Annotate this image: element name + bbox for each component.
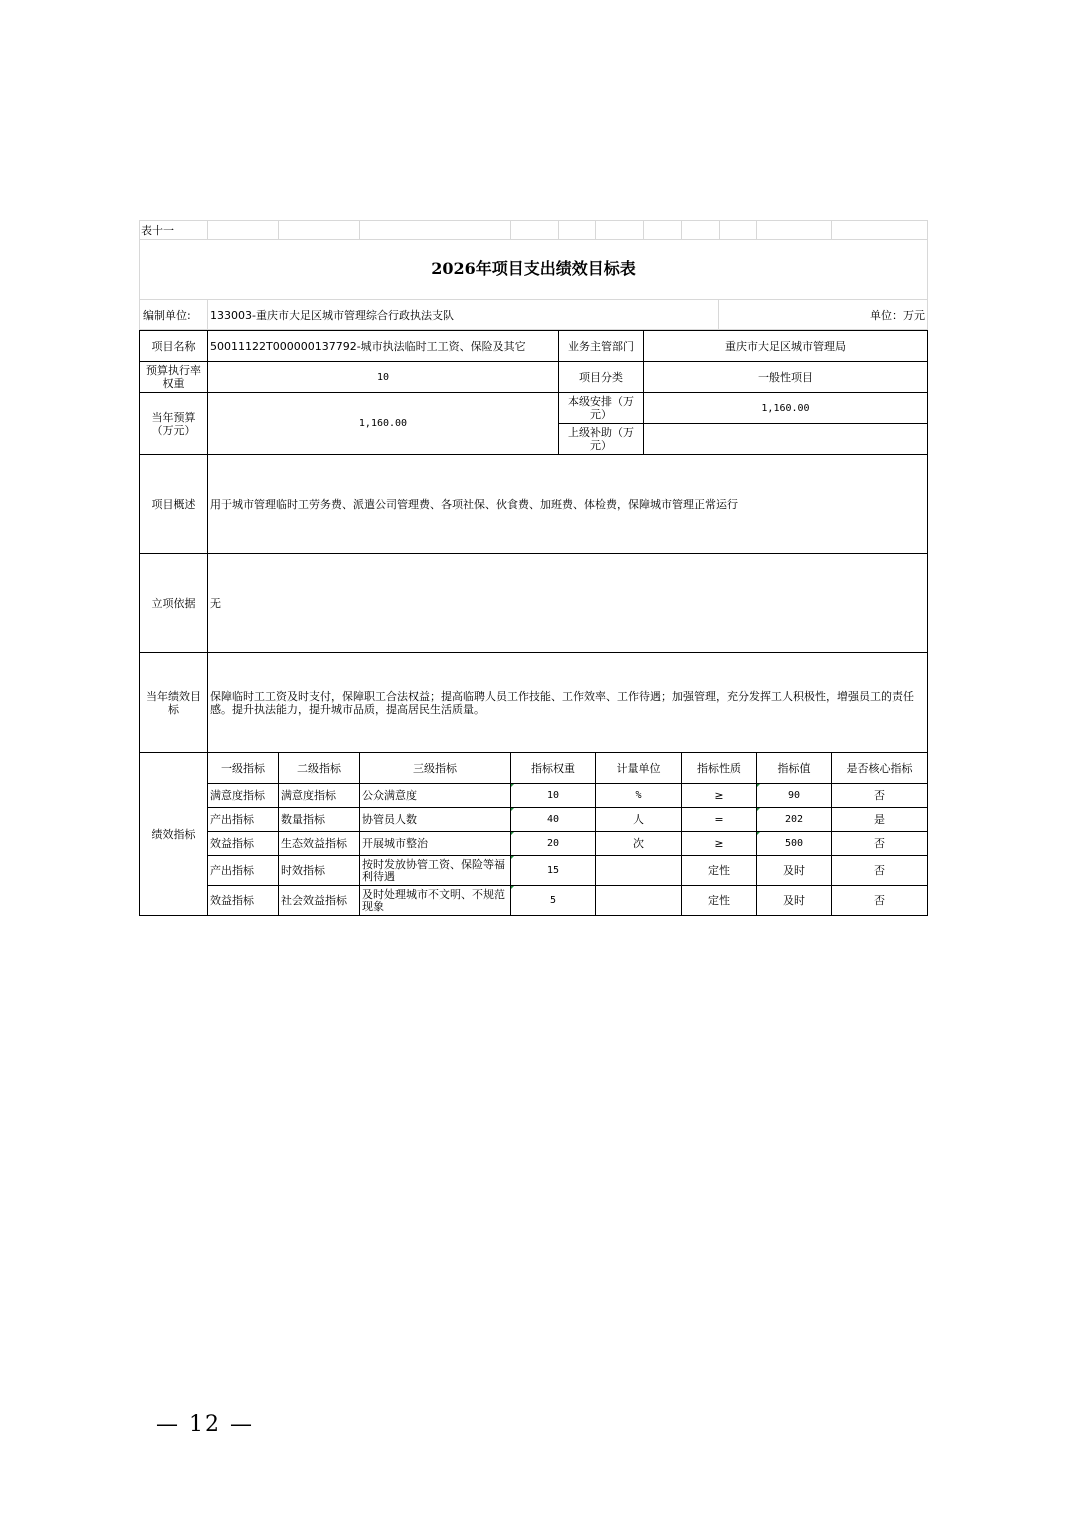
grid-line (719, 220, 720, 240)
table-cell: 满意度指标 (278, 783, 360, 808)
table-cell: 否 (831, 885, 928, 916)
header-level3: 三级指标 (359, 752, 511, 784)
table-cell: 人 (595, 807, 682, 832)
grid-line (831, 220, 832, 240)
comment-marker-icon (510, 885, 515, 890)
table-cell: 公众满意度 (359, 783, 511, 808)
table-cell: 定性 (681, 855, 757, 886)
exec-rate-label: 预算执行率权重 (139, 361, 208, 393)
table-cell: 及时 (756, 855, 832, 886)
header-value: 指标值 (756, 752, 832, 784)
table-cell: 开展城市整治 (359, 831, 511, 856)
table-cell: 协管员人数 (359, 807, 511, 832)
grid-line (643, 220, 644, 240)
table-cell: 产出指标 (207, 807, 279, 832)
compiler-label: 编制单位: (143, 309, 191, 322)
grid-line (595, 220, 596, 240)
goal-label: 当年绩效目标 (139, 652, 208, 753)
local-label: 本级安排（万元） (558, 392, 644, 424)
table-cell (510, 855, 596, 886)
table-cell: 及时处理城市不文明、不规范现象 (359, 885, 511, 916)
header-core: 是否核心指标 (831, 752, 928, 784)
header-level1: 一级指标 (207, 752, 279, 784)
page-number: — 12 — (156, 1412, 254, 1437)
table-cell: ≥ (681, 783, 757, 808)
table-cell (756, 831, 832, 856)
table-cell: ≥ (681, 831, 757, 856)
table-cell: % (595, 783, 682, 808)
upper-value (643, 423, 928, 455)
grid-line (558, 220, 559, 240)
table-cell (510, 807, 596, 832)
upper-label: 上级补助（万元） (558, 423, 644, 455)
dept-label: 业务主管部门 (558, 330, 644, 362)
budget-label: 当年预算（万元） (139, 392, 208, 455)
project-name-value: 50011122T000000137792-城市执法临时工工资、保险及其它 (207, 330, 559, 362)
header-nature: 指标性质 (681, 752, 757, 784)
table-cell (510, 885, 596, 916)
table-cell: 否 (831, 831, 928, 856)
table-cell: 生态效益指标 (278, 831, 360, 856)
comment-marker-icon (510, 783, 515, 788)
grid-line (510, 220, 511, 240)
budget-value: 1,160.00 (207, 392, 559, 455)
grid-line (207, 220, 208, 240)
grid-line (718, 299, 719, 330)
overview-value: 用于城市管理临时工劳务费、派遣公司管理费、各项社保、伙食费、加班费、体检费，保障城市管理正常运行 (207, 454, 928, 554)
weight-value: 10 (546, 790, 560, 801)
table-cell: 定性 (681, 885, 757, 916)
header-unit: 计量单位 (595, 752, 682, 784)
table-cell: 效益指标 (207, 885, 279, 916)
basis-label: 立项依据 (139, 553, 208, 653)
table-cell: 时效指标 (278, 855, 360, 886)
weight-value: 15 (546, 865, 560, 876)
header-weight: 指标权重 (510, 752, 596, 784)
table-cell: 及时 (756, 885, 832, 916)
category-label: 项目分类 (558, 361, 644, 393)
comment-marker-icon (510, 831, 515, 836)
table-label: 表十一 (141, 224, 174, 237)
comment-marker-icon (510, 807, 515, 812)
comment-marker-icon (756, 831, 761, 836)
table-cell (595, 855, 682, 886)
table-cell: 否 (831, 855, 928, 886)
grid-line (681, 220, 682, 240)
unit-label: 单位：万元 (870, 309, 925, 322)
basis-value: 无 (207, 553, 928, 653)
category-value: 一般性项目 (643, 361, 928, 393)
table-cell: 产出指标 (207, 855, 279, 886)
table-cell: 社会效益指标 (278, 885, 360, 916)
compiler-value: 133003-重庆市大足区城市管理综合行政执法支队 (210, 309, 454, 322)
table-cell (510, 783, 596, 808)
table-cell: 数量指标 (278, 807, 360, 832)
weight-value: 40 (546, 814, 560, 825)
indicator-value: 500 (784, 838, 804, 849)
comment-marker-icon (756, 783, 761, 788)
indicators-label: 绩效指标 (139, 752, 208, 916)
table-cell: 否 (831, 783, 928, 808)
table-cell: 次 (595, 831, 682, 856)
page-title: 2026年项目支出绩效目标表 (431, 259, 636, 278)
overview-label: 项目概述 (139, 454, 208, 554)
grid-line (278, 220, 279, 240)
grid-line (207, 299, 208, 330)
table-cell: 满意度指标 (207, 783, 279, 808)
project-name-label: 项目名称 (139, 330, 208, 362)
table-cell (595, 885, 682, 916)
exec-rate-value: 10 (207, 361, 559, 393)
dept-value: 重庆市大足区城市管理局 (643, 330, 928, 362)
grid-line (756, 220, 757, 240)
header-level2: 二级指标 (278, 752, 360, 784)
weight-value: 20 (546, 838, 560, 849)
table-cell (756, 783, 832, 808)
comment-marker-icon (756, 807, 761, 812)
goal-value: 保障临时工工资及时支付，保障职工合法权益；提高临聘人员工作技能、工作效率、工作待遇；加强管理，充分发挥工人积极性，增强员工的责任感。提升执法能力，提升城市品质，提高居民生活质量。 (207, 652, 928, 753)
table-cell: 效益指标 (207, 831, 279, 856)
table-cell: 是 (831, 807, 928, 832)
comment-marker-icon (510, 855, 515, 860)
indicator-value: 90 (787, 790, 801, 801)
table-cell (510, 831, 596, 856)
local-value: 1,160.00 (643, 392, 928, 424)
weight-value: 5 (549, 895, 557, 906)
table-cell (756, 807, 832, 832)
grid-line (359, 220, 360, 240)
spreadsheet-header-row (139, 220, 928, 240)
table-cell: 按时发放协管工资、保险等福利待遇 (359, 855, 511, 886)
table-cell: = (681, 807, 757, 832)
indicator-value: 202 (784, 814, 804, 825)
